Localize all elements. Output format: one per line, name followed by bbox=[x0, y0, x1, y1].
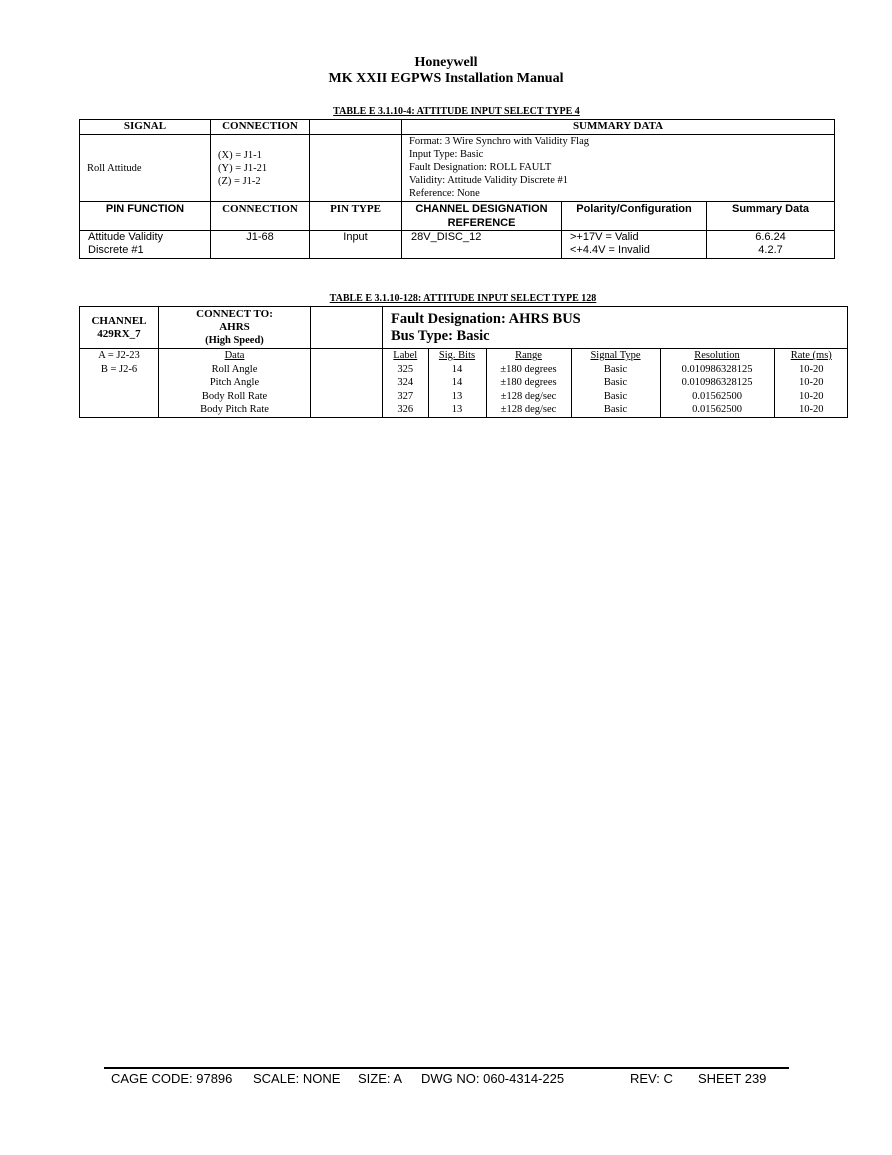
summary-cell bbox=[402, 135, 835, 202]
resolution-value: 0.010986328125 bbox=[660, 376, 774, 390]
resolution-value: 0.010986328125 bbox=[660, 363, 774, 377]
rate-value: 10-20 bbox=[799, 363, 824, 375]
pin-function-line2: Discrete #1 bbox=[88, 244, 144, 256]
label-value: 327 bbox=[383, 390, 428, 404]
sig-bits-value: 13 bbox=[428, 390, 486, 404]
rate-value: 10-20 bbox=[799, 404, 824, 415]
label-grid bbox=[383, 349, 848, 417]
dwg-no: DWG NO: 060-4314-225 bbox=[421, 1071, 565, 1086]
resolution-value: 0.01562500 bbox=[660, 403, 774, 417]
range-value: ±180 degrees bbox=[486, 376, 571, 390]
label-value: 326 bbox=[383, 403, 428, 417]
empty-header-cell bbox=[310, 120, 402, 135]
data-header: Data bbox=[224, 350, 245, 361]
polarity-header: Polarity/Configuration bbox=[562, 202, 707, 231]
pin-function-cell bbox=[80, 231, 211, 259]
channel-designation-cell: 28V_DISC_12 bbox=[402, 231, 562, 259]
channel-values-cell bbox=[80, 349, 159, 418]
connect-to-line2: AHRS bbox=[219, 321, 250, 333]
connection-x: (X) = J1-1 bbox=[218, 149, 262, 161]
summary-data-cell bbox=[707, 231, 835, 259]
pin-type-cell: Input bbox=[310, 231, 402, 259]
label-row-body-roll-rate bbox=[383, 390, 848, 404]
bus-type: Bus Type: Basic bbox=[391, 327, 490, 344]
label-row-pitch-angle bbox=[383, 376, 848, 390]
empty-cell bbox=[310, 135, 402, 202]
label-col-header: Label bbox=[383, 349, 428, 363]
polarity-cell bbox=[562, 231, 707, 259]
sheet: SHEET 239 bbox=[698, 1071, 767, 1086]
connection-z: (Z) = J1-2 bbox=[218, 175, 261, 187]
connect-to-line1: CONNECT TO: bbox=[196, 308, 273, 320]
data-item-body-roll-rate: Body Roll Rate bbox=[201, 390, 268, 402]
summary-format: Format: 3 Wire Synchro with Validity Flag bbox=[409, 136, 590, 147]
sig-bits-col-header: Sig. Bits bbox=[428, 349, 486, 363]
sig-bits-value: 14 bbox=[428, 363, 486, 377]
table1-header-row bbox=[80, 120, 835, 135]
rate-value: 10-20 bbox=[799, 390, 824, 402]
channel-header bbox=[80, 307, 159, 349]
summary-fault-designation: Fault Designation: ROLL FAULT bbox=[409, 162, 552, 173]
rate-col-header: Rate (ms) bbox=[790, 350, 832, 361]
label-grid-header bbox=[383, 349, 848, 363]
rate-value: 10-20 bbox=[799, 377, 824, 388]
attitude-type128-table bbox=[79, 306, 848, 418]
company-name: Honeywell bbox=[414, 55, 478, 70]
connect-to-header bbox=[159, 307, 311, 349]
channel-b: B = J2-6 bbox=[100, 363, 138, 375]
sig-bits-value: 14 bbox=[428, 376, 486, 390]
data-item-roll-angle: Roll Angle bbox=[211, 363, 258, 375]
channel-header-line1: CHANNEL bbox=[91, 314, 147, 327]
resolution-value: 0.01562500 bbox=[660, 390, 774, 404]
signal-header: SIGNAL bbox=[80, 120, 211, 135]
resolution-col-header: Resolution bbox=[660, 349, 774, 363]
data-items-cell bbox=[159, 349, 311, 418]
range-value: ±128 deg/sec bbox=[486, 390, 571, 404]
data-item-pitch-angle: Pitch Angle bbox=[209, 377, 260, 388]
signal-type-value: Basic bbox=[571, 363, 660, 377]
summary-data-header: Summary Data bbox=[707, 202, 835, 231]
pin-connection-cell: J1-68 bbox=[211, 231, 310, 259]
signal-cell: Roll Attitude bbox=[80, 135, 211, 202]
pin-function-line1: Attitude Validity bbox=[88, 231, 164, 243]
summary-reference: Reference: None bbox=[409, 188, 480, 199]
signal-type-col-header: Signal Type bbox=[571, 349, 660, 363]
connect-to-line3: (High Speed) bbox=[205, 335, 264, 346]
connection-header: CONNECTION bbox=[211, 120, 310, 135]
summary-header: SUMMARY DATA bbox=[402, 120, 835, 135]
label-row-body-pitch-rate bbox=[383, 403, 848, 417]
label-value: 325 bbox=[383, 363, 428, 377]
table1-pin-header-row bbox=[80, 202, 835, 231]
cage-code: CAGE CODE: 97896 bbox=[111, 1071, 233, 1086]
sig-bits-value: 13 bbox=[428, 403, 486, 417]
signal-type-value: Basic bbox=[571, 403, 660, 417]
polarity-valid: >+17V = Valid bbox=[570, 231, 639, 243]
table1-pin-row bbox=[80, 231, 835, 259]
table2-data-row bbox=[80, 349, 848, 418]
data-item-body-pitch-rate: Body Pitch Rate bbox=[200, 404, 269, 415]
pin-type-header: PIN TYPE bbox=[310, 202, 402, 231]
range-value: ±180 degrees bbox=[486, 363, 571, 377]
footer-rule bbox=[104, 1067, 789, 1069]
range-value: ±128 deg/sec bbox=[486, 403, 571, 417]
summary-input-type: Input Type: Basic bbox=[409, 149, 484, 160]
fault-designation-header bbox=[383, 307, 848, 349]
connection-cell bbox=[211, 135, 310, 202]
empty-header-cell-2 bbox=[311, 307, 383, 349]
table1-signal-row bbox=[80, 135, 835, 202]
fault-designation: Fault Designation: AHRS BUS bbox=[391, 310, 581, 327]
channel-a: A = J2-23 bbox=[98, 350, 140, 361]
range-col-header: Range bbox=[486, 349, 571, 363]
signal-type-value: Basic bbox=[571, 390, 660, 404]
channel-designation-header: CHANNEL DESIGNATION REFERENCE bbox=[402, 202, 562, 231]
rev: REV: C bbox=[630, 1071, 673, 1086]
scale: SCALE: NONE bbox=[253, 1071, 341, 1086]
signal-type-value: Basic bbox=[571, 376, 660, 390]
channel-header-line2: 429RX_7 bbox=[97, 327, 141, 340]
manual-title: MK XXII EGPWS Installation Manual bbox=[328, 71, 564, 86]
pin-connection-header: CONNECTION bbox=[211, 202, 310, 231]
pin-function-header: PIN FUNCTION bbox=[80, 202, 211, 231]
summary-data-ref1: 6.6.24 bbox=[755, 231, 786, 243]
attitude-type4-table bbox=[79, 119, 835, 259]
label-value: 324 bbox=[383, 376, 428, 390]
table2-header-row bbox=[80, 307, 848, 349]
summary-validity: Validity: Attitude Validity Discrete #1 bbox=[409, 175, 569, 186]
table2-caption: TABLE E 3.1.10-128: ATTITUDE INPUT SELECT TYPE 128 bbox=[329, 293, 597, 304]
size: SIZE: A bbox=[358, 1071, 403, 1086]
label-row-roll-angle bbox=[383, 363, 848, 377]
summary-data-ref2: 4.2.7 bbox=[758, 244, 783, 256]
label-grid-cell bbox=[383, 349, 848, 418]
connection-y: (Y) = J1-21 bbox=[218, 162, 268, 174]
empty-data-cell bbox=[311, 349, 383, 418]
polarity-invalid: <+4.4V = Invalid bbox=[570, 244, 650, 256]
table1-caption: TABLE E 3.1.10-4: ATTITUDE INPUT SELECT TYPE 4 bbox=[333, 106, 580, 117]
